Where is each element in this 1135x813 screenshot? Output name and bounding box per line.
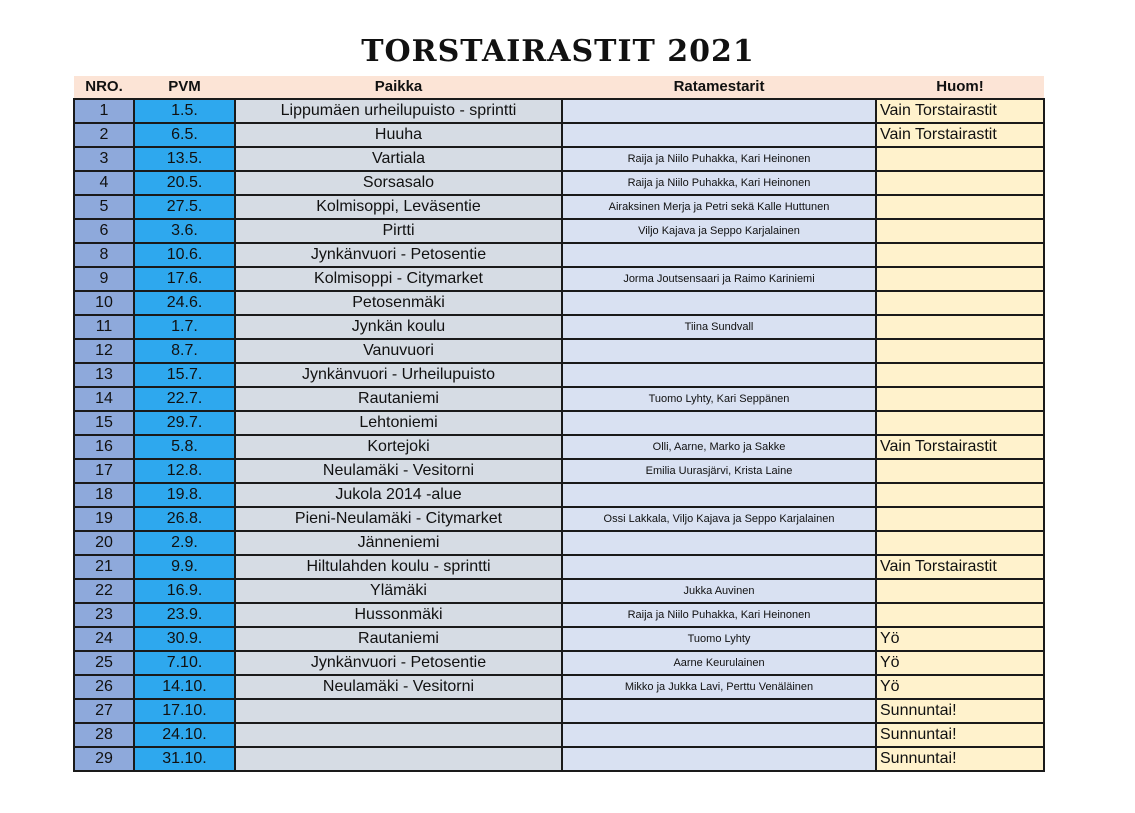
huom-cell: Vain Torstairastit: [876, 99, 1044, 123]
table-row: [74, 147, 1044, 171]
ratamestarit-cell: Raija ja Niilo Puhakka, Kari Heinonen: [562, 171, 876, 195]
huom-cell: [876, 195, 1044, 219]
paikka-cell: Rautaniemi: [235, 627, 562, 651]
paikka-cell: [235, 699, 562, 723]
table-row: [74, 435, 1044, 459]
huom-cell: [876, 507, 1044, 531]
pvm-cell: 23.9.: [134, 603, 235, 627]
nro-cell: 27: [74, 699, 134, 723]
pvm-cell: 1.7.: [134, 315, 235, 339]
pvm-cell: 8.7.: [134, 339, 235, 363]
pvm-cell: 20.5.: [134, 171, 235, 195]
pvm-cell: 19.8.: [134, 483, 235, 507]
nro-cell: 11: [74, 315, 134, 339]
paikka-cell: Hussonmäki: [235, 603, 562, 627]
paikka-cell: Neulamäki - Vesitorni: [235, 675, 562, 699]
header-nro: NRO.: [74, 76, 134, 99]
nro-cell: 9: [74, 267, 134, 291]
table-row: [74, 723, 1044, 747]
huom-cell: [876, 315, 1044, 339]
ratamestarit-cell: Tiina Sundvall: [562, 315, 876, 339]
huom-cell: [876, 219, 1044, 243]
huom-cell: Vain Torstairastit: [876, 555, 1044, 579]
nro-cell: 1: [74, 99, 134, 123]
nro-cell: 14: [74, 387, 134, 411]
pvm-cell: 30.9.: [134, 627, 235, 651]
ratamestarit-cell: Aarne Keurulainen: [562, 651, 876, 675]
pvm-cell: 17.10.: [134, 699, 235, 723]
table-row: [74, 219, 1044, 243]
table-row: [74, 579, 1044, 603]
huom-cell: [876, 387, 1044, 411]
table-row: [74, 651, 1044, 675]
pvm-cell: 31.10.: [134, 747, 235, 771]
nro-cell: 15: [74, 411, 134, 435]
huom-cell: [876, 411, 1044, 435]
pvm-cell: 9.9.: [134, 555, 235, 579]
nro-cell: 26: [74, 675, 134, 699]
nro-cell: 8: [74, 243, 134, 267]
pvm-cell: 6.5.: [134, 123, 235, 147]
ratamestarit-cell: [562, 411, 876, 435]
huom-cell: [876, 459, 1044, 483]
table-row: [74, 243, 1044, 267]
ratamestarit-cell: Olli, Aarne, Marko ja Sakke: [562, 435, 876, 459]
table-row: [74, 747, 1044, 771]
header-paikka: Paikka: [235, 76, 562, 99]
paikka-cell: Rautaniemi: [235, 387, 562, 411]
ratamestarit-cell: Jukka Auvinen: [562, 579, 876, 603]
paikka-cell: Vanuvuori: [235, 339, 562, 363]
pvm-cell: 3.6.: [134, 219, 235, 243]
paikka-cell: Hiltulahden koulu - sprintti: [235, 555, 562, 579]
ratamestarit-cell: [562, 483, 876, 507]
ratamestarit-cell: Viljo Kajava ja Seppo Karjalainen: [562, 219, 876, 243]
page-title: TORSTAIRASTIT 2021: [361, 34, 755, 69]
nro-cell: 13: [74, 363, 134, 387]
paikka-cell: Kolmisoppi - Citymarket: [235, 267, 562, 291]
paikka-cell: Vartiala: [235, 147, 562, 171]
pvm-cell: 24.10.: [134, 723, 235, 747]
paikka-cell: Jänneniemi: [235, 531, 562, 555]
table-row: [74, 339, 1044, 363]
paikka-cell: Sorsasalo: [235, 171, 562, 195]
nro-cell: 22: [74, 579, 134, 603]
nro-cell: 4: [74, 171, 134, 195]
huom-cell: [876, 339, 1044, 363]
paikka-cell: Jukola 2014 -alue: [235, 483, 562, 507]
paikka-cell: Jynkänvuori - Petosentie: [235, 651, 562, 675]
ratamestarit-cell: Jorma Joutsensaari ja Raimo Kariniemi: [562, 267, 876, 291]
nro-cell: 19: [74, 507, 134, 531]
pvm-cell: 5.8.: [134, 435, 235, 459]
table-body: [74, 99, 1044, 771]
table-header: [74, 76, 1044, 99]
huom-cell: [876, 243, 1044, 267]
nro-cell: 16: [74, 435, 134, 459]
pvm-cell: 15.7.: [134, 363, 235, 387]
table-row: [74, 675, 1044, 699]
ratamestarit-cell: [562, 531, 876, 555]
ratamestarit-cell: [562, 291, 876, 315]
pvm-cell: 1.5.: [134, 99, 235, 123]
paikka-cell: Petosenmäki: [235, 291, 562, 315]
pvm-cell: 17.6.: [134, 267, 235, 291]
paikka-cell: Neulamäki - Vesitorni: [235, 459, 562, 483]
table-row: [74, 267, 1044, 291]
ratamestarit-cell: [562, 99, 876, 123]
paikka-cell: [235, 723, 562, 747]
table-row: [74, 99, 1044, 123]
huom-cell: [876, 531, 1044, 555]
pvm-cell: 14.10.: [134, 675, 235, 699]
ratamestarit-cell: [562, 699, 876, 723]
ratamestarit-cell: Mikko ja Jukka Lavi, Perttu Venäläinen: [562, 675, 876, 699]
huom-cell: Yö: [876, 627, 1044, 651]
nro-cell: 29: [74, 747, 134, 771]
ratamestarit-cell: [562, 339, 876, 363]
nro-cell: 5: [74, 195, 134, 219]
table-row: [74, 603, 1044, 627]
ratamestarit-cell: Raija ja Niilo Puhakka, Kari Heinonen: [562, 147, 876, 171]
nro-cell: 10: [74, 291, 134, 315]
schedule-table: [73, 76, 1045, 772]
huom-cell: [876, 267, 1044, 291]
pvm-cell: 16.9.: [134, 579, 235, 603]
table-row: [74, 291, 1044, 315]
table-row: [74, 315, 1044, 339]
ratamestarit-cell: [562, 363, 876, 387]
ratamestarit-cell: [562, 747, 876, 771]
nro-cell: 24: [74, 627, 134, 651]
header-pvm: PVM: [134, 76, 235, 99]
table-row: [74, 459, 1044, 483]
paikka-cell: Jynkänvuori - Urheilupuisto: [235, 363, 562, 387]
huom-cell: [876, 579, 1044, 603]
huom-cell: Vain Torstairastit: [876, 123, 1044, 147]
huom-cell: [876, 603, 1044, 627]
nro-cell: 23: [74, 603, 134, 627]
ratamestarit-cell: Raija ja Niilo Puhakka, Kari Heinonen: [562, 603, 876, 627]
table-row: [74, 123, 1044, 147]
paikka-cell: [235, 747, 562, 771]
huom-cell: Yö: [876, 651, 1044, 675]
ratamestarit-cell: Ossi Lakkala, Viljo Kajava ja Seppo Karjalainen: [562, 507, 876, 531]
table-row: [74, 627, 1044, 651]
huom-cell: Sunnuntai!: [876, 723, 1044, 747]
header-ratamestarit: Ratamestarit: [562, 76, 876, 99]
paikka-cell: Ylämäki: [235, 579, 562, 603]
table-row: [74, 387, 1044, 411]
paikka-cell: Jynkän koulu: [235, 315, 562, 339]
nro-cell: 21: [74, 555, 134, 579]
huom-cell: Vain Torstairastit: [876, 435, 1044, 459]
huom-cell: Sunnuntai!: [876, 699, 1044, 723]
huom-cell: Yö: [876, 675, 1044, 699]
pvm-cell: 12.8.: [134, 459, 235, 483]
nro-cell: 18: [74, 483, 134, 507]
ratamestarit-cell: [562, 555, 876, 579]
nro-cell: 12: [74, 339, 134, 363]
header-huom: Huom!: [876, 76, 1044, 99]
pvm-cell: 24.6.: [134, 291, 235, 315]
pvm-cell: 10.6.: [134, 243, 235, 267]
paikka-cell: Huuha: [235, 123, 562, 147]
pvm-cell: 29.7.: [134, 411, 235, 435]
paikka-cell: Pieni-Neulamäki - Citymarket: [235, 507, 562, 531]
ratamestarit-cell: Tuomo Lyhty, Kari Seppänen: [562, 387, 876, 411]
pvm-cell: 13.5.: [134, 147, 235, 171]
pvm-cell: 26.8.: [134, 507, 235, 531]
ratamestarit-cell: [562, 123, 876, 147]
nro-cell: 25: [74, 651, 134, 675]
huom-cell: [876, 291, 1044, 315]
pvm-cell: 7.10.: [134, 651, 235, 675]
header-row: [74, 76, 1044, 99]
table-row: [74, 699, 1044, 723]
table-row: [74, 531, 1044, 555]
table-row: [74, 363, 1044, 387]
nro-cell: 6: [74, 219, 134, 243]
nro-cell: 20: [74, 531, 134, 555]
paikka-cell: Jynkänvuori - Petosentie: [235, 243, 562, 267]
table-row: [74, 195, 1044, 219]
huom-cell: [876, 171, 1044, 195]
paikka-cell: Pirtti: [235, 219, 562, 243]
table-row: [74, 507, 1044, 531]
huom-cell: [876, 483, 1044, 507]
paikka-cell: Lippumäen urheilupuisto - sprintti: [235, 99, 562, 123]
table-row: [74, 555, 1044, 579]
huom-cell: [876, 147, 1044, 171]
nro-cell: 2: [74, 123, 134, 147]
table-row: [74, 483, 1044, 507]
huom-cell: [876, 363, 1044, 387]
paikka-cell: Kolmisoppi, Leväsentie: [235, 195, 562, 219]
table-row: [74, 171, 1044, 195]
nro-cell: 28: [74, 723, 134, 747]
pvm-cell: 22.7.: [134, 387, 235, 411]
ratamestarit-cell: [562, 723, 876, 747]
nro-cell: 3: [74, 147, 134, 171]
ratamestarit-cell: [562, 243, 876, 267]
table-row: [74, 411, 1044, 435]
pvm-cell: 2.9.: [134, 531, 235, 555]
ratamestarit-cell: Airaksinen Merja ja Petri sekä Kalle Huttunen: [562, 195, 876, 219]
ratamestarit-cell: Emilia Uurasjärvi, Krista Laine: [562, 459, 876, 483]
paikka-cell: Lehtoniemi: [235, 411, 562, 435]
huom-cell: Sunnuntai!: [876, 747, 1044, 771]
ratamestarit-cell: Tuomo Lyhty: [562, 627, 876, 651]
nro-cell: 17: [74, 459, 134, 483]
pvm-cell: 27.5.: [134, 195, 235, 219]
paikka-cell: Kortejoki: [235, 435, 562, 459]
